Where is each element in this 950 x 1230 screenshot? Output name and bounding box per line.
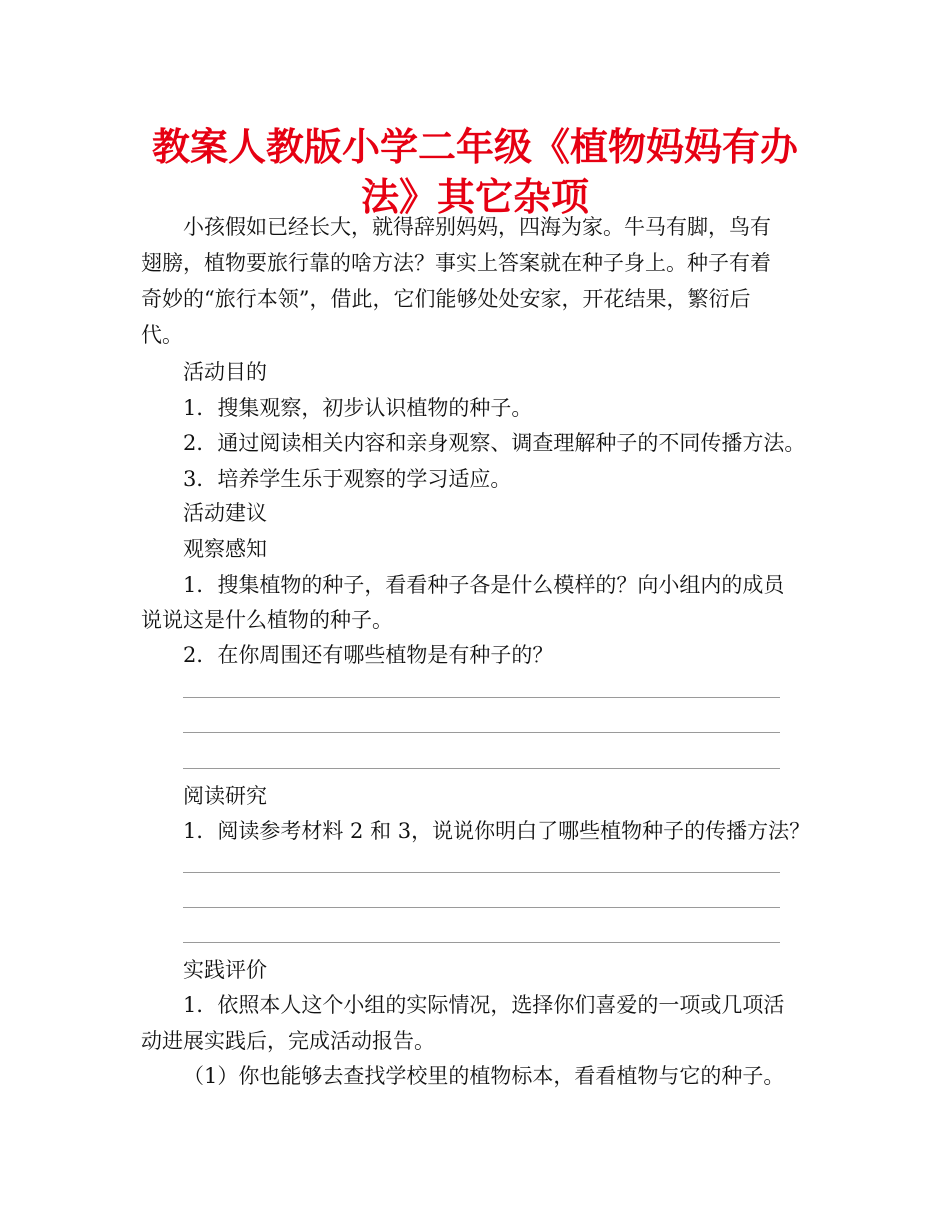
read-heading: 阅读研究 bbox=[183, 784, 267, 808]
observe-item-2: 2．在你周围还有哪些植物是有种子的？ bbox=[183, 643, 554, 667]
goal-item-2: 2．通过阅读相关内容和亲身观察、调查理解种子的不同传播方法。 bbox=[183, 431, 806, 455]
answer-line bbox=[183, 732, 780, 733]
practice-sub-item-1: （1）你也能够去查找学校里的植物标本，看看植物与它的种子。 bbox=[183, 1064, 785, 1088]
document-title-line-2: 法》其它杂项 bbox=[360, 175, 589, 219]
answer-line bbox=[183, 907, 780, 908]
answer-line bbox=[183, 697, 780, 698]
suggest-heading: 活动建议 bbox=[183, 501, 267, 525]
practice-heading: 实践评价 bbox=[183, 958, 267, 982]
practice-item-1-cont: 动进展实践后，完成活动报告。 bbox=[141, 1029, 435, 1053]
document-title-line-1: 教案人教版小学二年级《植物妈妈有办 bbox=[151, 125, 798, 169]
goal-item-3: 3．培养学生乐于观察的学习适应。 bbox=[183, 467, 512, 491]
intro-line-4: 代。 bbox=[141, 323, 183, 347]
observe-heading: 观察感知 bbox=[183, 537, 267, 561]
answer-line bbox=[183, 942, 780, 943]
goals-heading: 活动目的 bbox=[183, 360, 267, 384]
answer-line bbox=[183, 768, 780, 769]
read-item-1: 1．阅读参考材料 2 和 3，说说你明白了哪些植物种子的传播方法？ bbox=[183, 819, 811, 843]
goal-item-1: 1．搜集观察，初步认识植物的种子。 bbox=[183, 396, 533, 420]
observe-item-1: 1．搜集植物的种子，看看种子各是什么模样的？向小组内的成员 bbox=[183, 573, 785, 597]
answer-line bbox=[183, 872, 780, 873]
intro-line-1: 小孩假如已经长大，就得辞别妈妈，四海为家。牛马有脚，鸟有 bbox=[183, 215, 771, 239]
practice-item-1: 1．依照本人这个小组的实际情况，选择你们喜爱的一项或几项活 bbox=[183, 993, 785, 1017]
observe-item-1-cont: 说说这是什么植物的种子。 bbox=[141, 608, 393, 632]
intro-line-2: 翅膀，植物要旅行靠的啥方法？事实上答案就在种子身上。种子有着 bbox=[141, 251, 771, 275]
intro-line-3: 奇妙的“旅行本领”，借此，它们能够处处安家，开花结果，繁衍后 bbox=[141, 287, 751, 311]
